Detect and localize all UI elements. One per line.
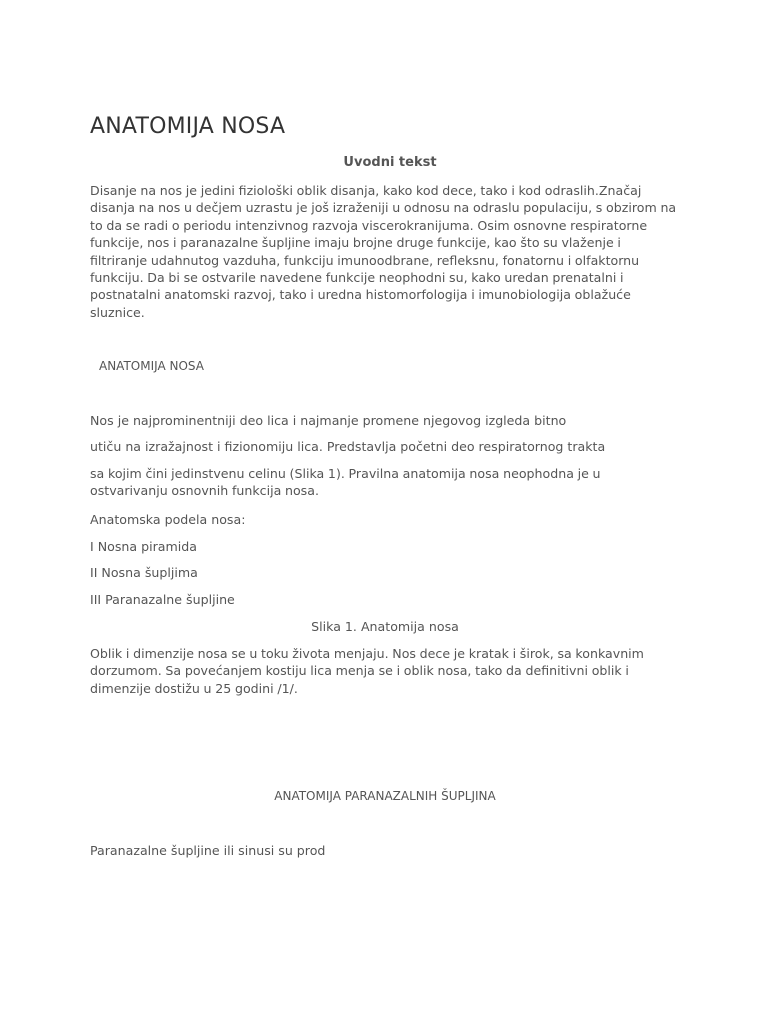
intro-subtitle: Uvodni tekst xyxy=(343,155,437,170)
body-line-3: sa kojim čini jedinstvenu celinu (Slika 1). Pravilna anatomija nosa neophodna je u ostvarivanju osnovnih funkcija nosa. xyxy=(90,466,601,499)
body-line-2: utiču na izražajnost i fizionomiju lica. Predstavlja početni deo respiratornog trakta xyxy=(90,439,606,454)
division-item: II Nosna šupljima xyxy=(90,565,198,580)
division-item: I Nosna piramida xyxy=(90,539,197,554)
page-title: ANATOMIJA NOSA xyxy=(90,114,286,139)
figure-caption: Slika 1. Anatomija nosa xyxy=(311,619,459,634)
intro-paragraph: Disanje na nos je jedini fiziološki oblik disanja, kako kod dece, tako i kod odraslih.Značaj disanja na nos u dečjem uzrastu je još izraženiji u odnosu na odraslu populaciju, s obzirom na to da se radi o periodu intenzivnog razvoja viscerokranijuma. Osim osnovne respiratorne funkcije, nos i paranazalne šupljine imaju brojne druge funkcije, kao što su vlaženje i filtriranje udahnutog vazduha, funkciju imunoodbrane, refleksnu, fonatornu i olfaktornu funkciju. Da bi se ostvarile navedene funkcije neophodni su, kako uredan prenatalni i postnatalni anatomski razvoj, tako i uredna histomorfologija i imunobiologija oblažuće sluznice. xyxy=(90,183,677,320)
division-item: III Paranazalne šupljine xyxy=(90,592,235,607)
section-heading-sinus-anatomy: ANATOMIJA PARANAZALNIH ŠUPLJINA xyxy=(274,789,496,803)
division-label: Anatomska podela nosa: xyxy=(90,512,246,527)
section-heading-nose-anatomy: ANATOMIJA NOSA xyxy=(99,359,204,373)
sinus-paragraph: Paranazalne šupljine ili sinusi su prod xyxy=(90,843,326,858)
body-line-1: Nos je najprominentniji deo lica i najmanje promene njegovog izgleda bitno xyxy=(90,413,567,428)
shape-paragraph: Oblik i dimenzije nosa se u toku života menjaju. Nos dece je kratak i širok, sa konkavnim dorzumom. Sa povećanjem kostiju lica menja se i oblik nosa, tako da definitivni oblik i dimenzije dostižu u 25 godini /1/. xyxy=(90,646,644,696)
